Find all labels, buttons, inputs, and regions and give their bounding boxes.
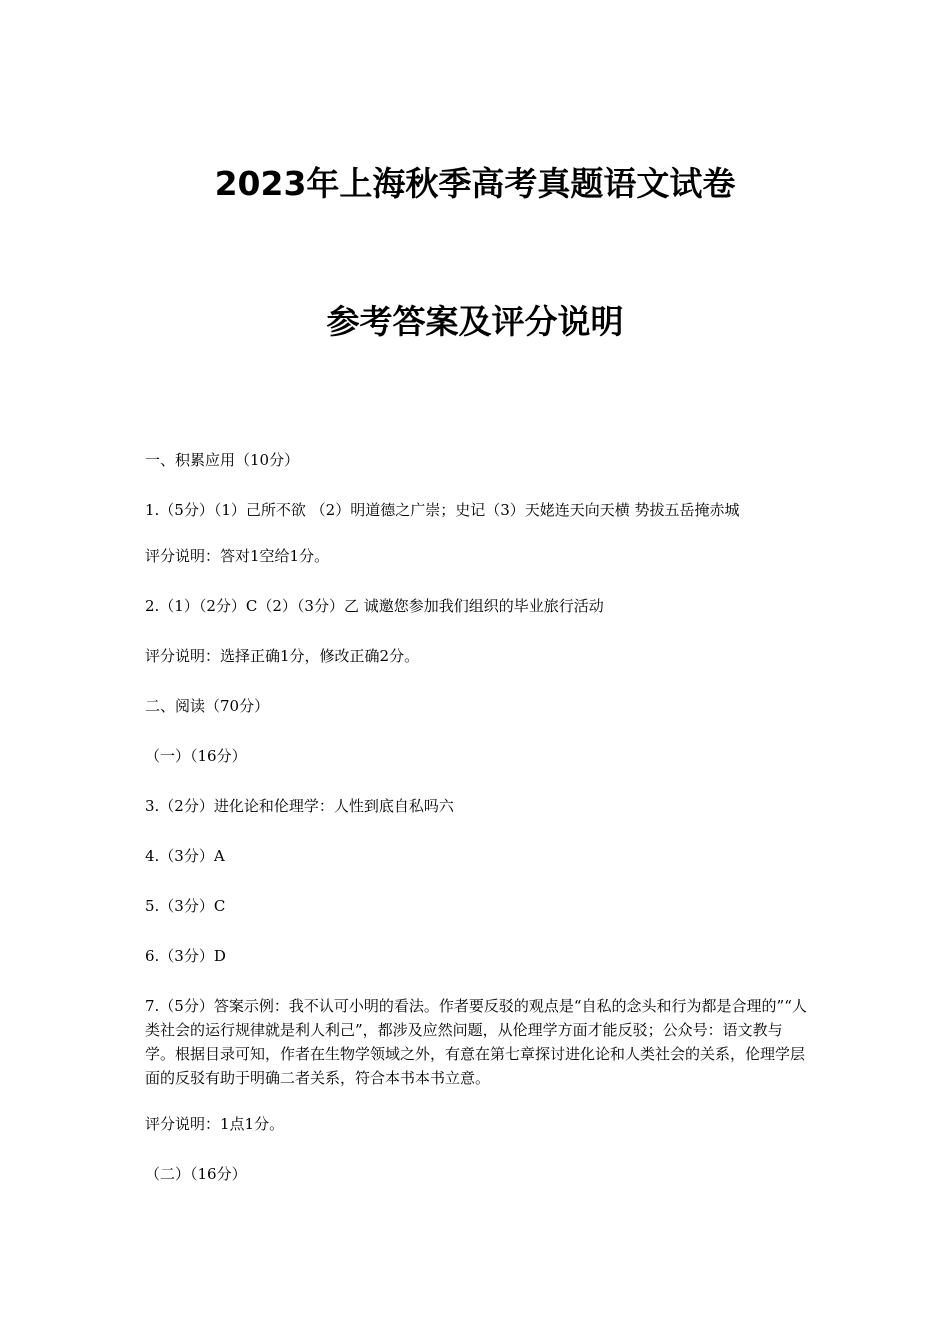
- subsection-heading-1: （一）（16分）: [145, 747, 247, 765]
- answer-q3: 3.（2分）进化论和伦理学：人性到底自私吗六: [145, 797, 454, 815]
- document-title: 2023年上海秋季高考真题语文试卷: [214, 164, 736, 203]
- answer-q2: 2.（1）（2分）C（2）（3分）乙 诚邀您参加我们组织的毕业旅行活动: [145, 597, 604, 615]
- answer-q6: 6.（3分）D: [145, 947, 226, 965]
- document-subtitle: 参考答案及评分说明: [326, 302, 624, 341]
- scoring-note-q1: 评分说明：答对1空给1分。: [145, 547, 330, 565]
- scoring-note-q2: 评分说明：选择正确1分，修改正确2分。: [145, 647, 420, 665]
- scoring-note-q7: 评分说明：1点1分。: [145, 1115, 285, 1133]
- answer-q5: 5.（3分）C: [145, 897, 226, 915]
- answer-q4: 4.（3分）A: [145, 847, 225, 865]
- answer-q1: 1.（5分）（1）己所不欲 （2）明道德之广崇；史记（3）天姥连天向天横 势拔五岳掩赤城: [145, 501, 740, 519]
- section-heading-accumulation: 一、积累应用（10分）: [145, 451, 300, 469]
- section-heading-reading: 二、阅读（70分）: [145, 697, 270, 715]
- subsection-heading-2: （二）（16分）: [145, 1165, 247, 1183]
- answer-q7: 7.（5分）答案示例：我不认可小明的看法。作者要反驳的观点是“自私的念头和行为都是合理的”“人类社会的运行规律就是利人利己”，都涉及应然问题，从伦理学方面才能反驳；公众号：语文教与学。根据目录可知，作者在生物学领域之外，有意在第七章探讨进化论和人类社会的关系，伦理学层面的反驳有助于明确二者关系，符合本书本书立意。: [145, 997, 807, 1087]
- answer-body: [145, 448, 810, 1212]
